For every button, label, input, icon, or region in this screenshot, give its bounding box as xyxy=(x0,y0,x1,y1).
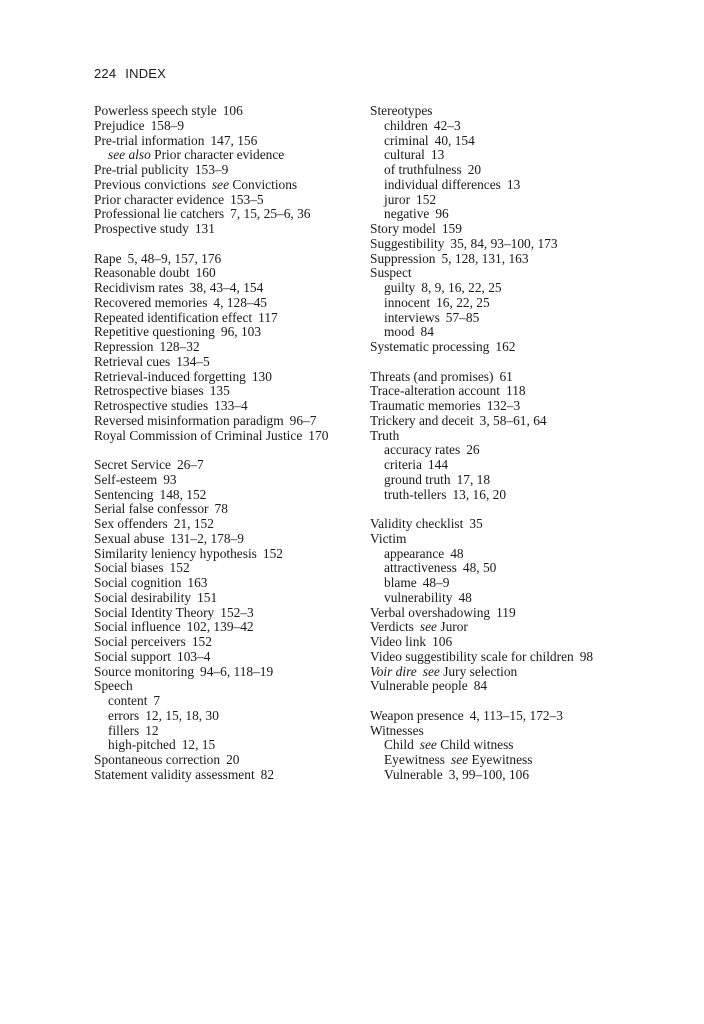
entry-term: Repetitive questioning xyxy=(94,324,215,340)
entry-term: Prior character evidence xyxy=(154,147,285,163)
entry-term: ground truth xyxy=(384,471,451,487)
entry-term: mood xyxy=(384,324,415,340)
entry-term: Retrieval-induced forgetting xyxy=(94,368,246,384)
index-entry xyxy=(94,119,366,134)
entry-term: Suggestibility xyxy=(370,235,445,251)
entry-pages: 98 xyxy=(579,648,594,664)
entry-term: Similarity leniency hypothesis xyxy=(94,545,257,561)
entry-term: Suspect xyxy=(370,265,412,281)
entry-term: negative xyxy=(384,206,430,222)
entry-pages: 3, 58–61, 64 xyxy=(479,412,547,428)
index-entry xyxy=(94,650,366,665)
index-entry xyxy=(370,606,690,621)
entry-term: Verbal overshadowing xyxy=(370,604,491,620)
entry-term: Previous convictions xyxy=(94,176,206,192)
entry-term: Vulnerable people xyxy=(370,678,468,694)
entry-pages: 148, 152 xyxy=(159,486,207,502)
entry-pages: 42–3 xyxy=(433,117,461,133)
entry-pages: 131–2, 178–9 xyxy=(170,530,244,546)
entry-pages: 26 xyxy=(466,442,480,458)
index-subentry xyxy=(94,738,366,753)
index-entry xyxy=(370,517,690,532)
entry-pages: 135 xyxy=(209,383,230,399)
cross-reference-label: see xyxy=(419,737,437,753)
index-entry xyxy=(94,679,366,694)
entry-term: Social Identity Theory xyxy=(94,604,215,620)
entry-pages: 132–3 xyxy=(486,398,521,413)
index-entry xyxy=(94,266,366,281)
entry-pages: 152–3 xyxy=(220,604,254,620)
entry-term: Weapon presence xyxy=(370,707,464,723)
index-entry xyxy=(94,532,366,547)
entry-term: Statement validity assessment xyxy=(94,766,255,782)
entry-pages: 8, 9, 16, 22, 25 xyxy=(421,280,502,295)
entry-pages: 151 xyxy=(197,589,218,605)
entry-term: Social desirability xyxy=(94,589,192,605)
index-entry xyxy=(370,104,690,119)
entry-term: vulnerability xyxy=(384,589,453,605)
entry-term: individual differences xyxy=(384,176,501,192)
index-entry xyxy=(94,473,366,488)
cross-reference-label: see xyxy=(211,176,230,192)
entry-term: Pre-trial information xyxy=(94,132,205,148)
entry-pages: 84 xyxy=(420,324,434,340)
entry-pages: 128–32 xyxy=(159,339,200,354)
entry-pages: 170 xyxy=(308,427,329,443)
index-subentry xyxy=(370,576,690,591)
entry-pages: 158–9 xyxy=(150,117,185,133)
entry-pages: 119 xyxy=(496,604,516,620)
index-entry xyxy=(370,532,690,547)
cross-reference-target: Convictions xyxy=(232,176,298,192)
cross-reference-label: see xyxy=(419,619,437,635)
index-entry xyxy=(94,104,366,119)
index-entry xyxy=(94,414,366,429)
entry-term: errors xyxy=(108,707,140,723)
index-subentry xyxy=(370,738,690,753)
entry-term: Video suggestibility scale for children xyxy=(370,648,574,664)
index-subentry xyxy=(94,148,366,163)
entry-term: content xyxy=(108,693,148,708)
index-entry xyxy=(370,384,690,399)
entry-pages: 5, 128, 131, 163 xyxy=(441,250,529,266)
cross-reference-label: see xyxy=(451,752,469,767)
entry-term: Truth xyxy=(370,427,400,443)
index-entry xyxy=(370,370,690,385)
entry-pages: 134–5 xyxy=(176,353,210,369)
entry-term: guilty xyxy=(384,280,416,295)
index-entry xyxy=(94,429,366,444)
index-subentry xyxy=(370,473,690,488)
entry-term: Verdicts xyxy=(370,619,414,635)
index-entry xyxy=(94,399,366,414)
index-entry xyxy=(94,281,366,296)
entry-pages: 57–85 xyxy=(445,309,480,325)
entry-term: Retrieval cues xyxy=(94,353,171,369)
index-subentry xyxy=(370,163,690,178)
entry-term: Story model xyxy=(370,221,436,236)
entry-term: juror xyxy=(384,191,411,207)
entry-pages: 152 xyxy=(416,191,437,207)
entry-term: Video link xyxy=(370,634,427,649)
entry-pages: 147, 156 xyxy=(210,132,258,148)
cross-reference-target: Eyewitness xyxy=(471,752,533,767)
header-title: INDEX xyxy=(125,66,167,81)
page-number: 224 xyxy=(94,66,117,81)
entry-term: Pre-trial publicity xyxy=(94,162,189,177)
entry-pages: 131 xyxy=(194,221,215,236)
index-subentry xyxy=(370,207,690,222)
entry-pages: 133–4 xyxy=(214,398,248,413)
entry-term: Retrospective biases xyxy=(94,383,204,399)
entry-pages: 118 xyxy=(506,383,526,399)
index-subentry xyxy=(370,148,690,163)
entry-term: Social support xyxy=(94,648,171,664)
index-entry xyxy=(94,355,366,370)
entry-pages: 5, 48–9, 157, 176 xyxy=(127,250,222,266)
entry-term: Powerless speech style xyxy=(94,103,217,118)
entry-pages: 152 xyxy=(262,545,283,561)
index-entry xyxy=(370,429,690,444)
entry-term: Secret Service xyxy=(94,457,171,472)
entry-spacer xyxy=(370,694,690,709)
entry-term: fillers xyxy=(108,722,140,738)
index-subentry xyxy=(370,547,690,562)
entry-pages: 61 xyxy=(499,368,513,384)
cross-reference-label: see also xyxy=(108,147,151,163)
entry-term: Systematic processing xyxy=(370,339,490,354)
index-entry xyxy=(370,650,690,665)
index-subentry xyxy=(370,443,690,458)
entry-term: criteria xyxy=(384,457,422,472)
index-subentry xyxy=(370,134,690,149)
entry-term: cultural xyxy=(384,147,425,163)
index-subentry xyxy=(94,694,366,709)
index-entry xyxy=(94,635,366,650)
entry-term: Repression xyxy=(94,339,154,354)
entry-pages: 162 xyxy=(495,339,516,354)
index-entry xyxy=(370,222,690,237)
index-entry xyxy=(94,207,366,222)
index-entry xyxy=(94,340,366,355)
entry-pages: 35, 84, 93–100, 173 xyxy=(450,235,558,251)
entry-term: Traumatic memories xyxy=(370,398,481,413)
index-entry xyxy=(94,163,366,178)
entry-pages: 48 xyxy=(450,545,464,561)
entry-term: Recovered memories xyxy=(94,294,208,310)
entry-pages: 4, 113–15, 172–3 xyxy=(469,707,563,723)
index-entry xyxy=(94,134,366,149)
entry-pages: 17, 18 xyxy=(456,471,491,487)
index-subentry xyxy=(94,724,366,739)
entry-pages: 152 xyxy=(169,560,190,576)
entry-pages: 93 xyxy=(163,471,177,487)
index-subentry xyxy=(370,591,690,606)
index-subentry xyxy=(370,281,690,296)
index-entry xyxy=(370,237,690,252)
entry-term: Spontaneous correction xyxy=(94,752,221,767)
entry-pages: 82 xyxy=(260,766,275,782)
entry-pages: 13, 16, 20 xyxy=(452,486,507,502)
entry-term: Trace-alteration account xyxy=(370,383,501,399)
entry-pages: 103–4 xyxy=(177,648,211,664)
entry-term: Prejudice xyxy=(94,117,145,133)
index-entry xyxy=(94,768,366,783)
entry-pages: 3, 99–100, 106 xyxy=(448,766,530,782)
entry-term: criminal xyxy=(384,132,429,148)
entry-pages: 12 xyxy=(145,722,159,738)
entry-pages: 20 xyxy=(467,162,482,177)
entry-pages: 20 xyxy=(226,752,240,767)
index-entry xyxy=(94,325,366,340)
entry-pages: 48 xyxy=(458,589,472,605)
entry-term: Witnesses xyxy=(370,722,424,738)
entry-term: innocent xyxy=(384,294,431,310)
entry-pages: 48–9 xyxy=(422,575,450,590)
entry-pages: 48, 50 xyxy=(462,560,497,576)
entry-pages: 4, 128–45 xyxy=(213,294,267,310)
entry-term: Repeated identification effect xyxy=(94,309,253,325)
entry-term: Child xyxy=(384,737,414,753)
index-entry xyxy=(94,753,366,768)
entry-pages: 96–7 xyxy=(289,412,317,428)
index-entry xyxy=(94,296,366,311)
entry-term: appearance xyxy=(384,545,445,561)
index-entry xyxy=(94,502,366,517)
entry-spacer xyxy=(94,237,366,252)
index-entry xyxy=(370,679,690,694)
cross-reference-label: see xyxy=(422,663,440,679)
entry-term: Social cognition xyxy=(94,575,182,590)
entry-pages: 96, 103 xyxy=(220,324,262,340)
index-entry xyxy=(94,222,366,237)
index-entry xyxy=(94,252,366,267)
entry-pages: 16, 22, 25 xyxy=(436,294,490,310)
index-subentry xyxy=(370,193,690,208)
index-entry xyxy=(94,458,366,473)
index-entry xyxy=(370,266,690,281)
entry-pages: 106 xyxy=(432,634,453,649)
entry-pages: 12, 15, 18, 30 xyxy=(145,707,219,723)
entry-term: Self-esteem xyxy=(94,471,158,487)
entry-pages: 12, 15 xyxy=(181,737,216,753)
entry-pages: 78 xyxy=(214,501,228,517)
entry-pages: 152 xyxy=(191,634,212,649)
entry-term: children xyxy=(384,117,428,133)
entry-pages: 106 xyxy=(222,103,243,118)
entry-term: high-pitched xyxy=(108,737,176,753)
index-entry xyxy=(94,193,366,208)
entry-term: Retrospective studies xyxy=(94,398,209,413)
entry-spacer xyxy=(94,443,366,458)
entry-pages: 84 xyxy=(473,678,488,694)
entry-spacer xyxy=(370,355,690,370)
entry-pages: 21, 152 xyxy=(173,516,214,531)
entry-term: Recidivism rates xyxy=(94,280,184,295)
index-column-left xyxy=(94,104,366,783)
entry-term: blame xyxy=(384,575,417,590)
entry-pages: 38, 43–4, 154 xyxy=(189,280,264,295)
entry-term: Reversed misinformation paradigm xyxy=(94,412,284,428)
index-entry xyxy=(370,252,690,267)
index-entry xyxy=(94,591,366,606)
index-entry xyxy=(94,488,366,503)
entry-term: Eyewitness xyxy=(384,752,445,767)
entry-pages: 13 xyxy=(506,176,521,192)
entry-pages: 40, 154 xyxy=(434,132,475,148)
index-subentry xyxy=(370,119,690,134)
index-entry xyxy=(94,384,366,399)
index-entry xyxy=(94,606,366,621)
entry-pages: 130 xyxy=(251,368,272,384)
entry-pages: 159 xyxy=(441,221,462,236)
entry-term: Voir dire xyxy=(370,663,417,679)
entry-term: Serial false confessor xyxy=(94,501,209,517)
index-entry xyxy=(94,178,366,193)
index-entry xyxy=(94,576,366,591)
entry-term: Royal Commission of Criminal Justice xyxy=(94,427,303,443)
entry-term: Prior character evidence xyxy=(94,191,225,207)
index-entry xyxy=(370,724,690,739)
entry-pages: 163 xyxy=(187,575,208,590)
entry-term: Vulnerable xyxy=(384,766,443,782)
index-subentry xyxy=(370,753,690,768)
index-entry xyxy=(94,547,366,562)
index-entry xyxy=(94,370,366,385)
index-entry xyxy=(370,709,690,724)
entry-term: Suppression xyxy=(370,250,436,266)
entry-term: Validity checklist xyxy=(370,516,464,531)
entry-pages: 94–6, 118–19 xyxy=(200,663,274,679)
index-entry xyxy=(370,340,690,355)
entry-term: of truthfulness xyxy=(384,162,462,177)
entry-term: Trickery and deceit xyxy=(370,412,474,428)
index-subentry xyxy=(370,458,690,473)
entry-term: Professional lie catchers xyxy=(94,206,225,222)
entry-pages: 35 xyxy=(469,516,483,531)
entry-term: Stereotypes xyxy=(370,103,433,118)
entry-pages: 117 xyxy=(258,309,278,325)
index-entry xyxy=(94,665,366,680)
entry-pages: 102, 139–42 xyxy=(186,619,254,635)
entry-term: Social perceivers xyxy=(94,634,186,649)
entry-pages: 144 xyxy=(427,457,449,472)
index-entry xyxy=(94,517,366,532)
index-entry xyxy=(370,414,690,429)
index-entry xyxy=(370,635,690,650)
index-subentry xyxy=(370,178,690,193)
entry-term: Sex offenders xyxy=(94,516,168,531)
index-entry xyxy=(370,665,690,680)
entry-term: accuracy rates xyxy=(384,442,461,458)
entry-term: Sexual abuse xyxy=(94,530,165,546)
index-entry xyxy=(370,399,690,414)
index-subentry xyxy=(370,561,690,576)
index-subentry xyxy=(370,768,690,783)
entry-pages: 153–9 xyxy=(194,162,229,177)
entry-pages: 13 xyxy=(430,147,445,163)
cross-reference-target: Juror xyxy=(440,619,468,635)
entry-term: Rape xyxy=(94,250,122,266)
cross-reference-target: Jury selection xyxy=(443,663,518,679)
index-entry xyxy=(94,561,366,576)
entry-pages: 7, 15, 25–6, 36 xyxy=(230,206,311,222)
index-entry xyxy=(94,311,366,326)
index-subentry xyxy=(370,325,690,340)
entry-term: Speech xyxy=(94,678,133,694)
entry-term: Social biases xyxy=(94,560,164,576)
index-subentry xyxy=(94,709,366,724)
running-header xyxy=(94,66,166,81)
entry-pages: 7 xyxy=(153,693,161,708)
entry-term: interviews xyxy=(384,309,440,325)
entry-pages: 96 xyxy=(435,206,449,222)
entry-spacer xyxy=(370,502,690,517)
index-column-right xyxy=(370,104,690,783)
entry-term: Sentencing xyxy=(94,486,154,502)
index-subentry xyxy=(370,296,690,311)
index-subentry xyxy=(370,311,690,326)
entry-pages: 26–7 xyxy=(176,457,204,472)
index-entry xyxy=(94,620,366,635)
entry-term: Prospective study xyxy=(94,221,189,236)
cross-reference-target: Child witness xyxy=(440,737,514,753)
entry-term: Threats (and promises) xyxy=(370,368,494,384)
entry-term: Reasonable doubt xyxy=(94,265,190,281)
entry-term: truth-tellers xyxy=(384,486,447,502)
entry-pages: 160 xyxy=(195,265,216,281)
entry-term: Source monitoring xyxy=(94,663,195,679)
entry-pages: 153–5 xyxy=(230,191,264,207)
entry-term: attractiveness xyxy=(384,560,457,576)
index-entry xyxy=(370,620,690,635)
index-subentry xyxy=(370,488,690,503)
entry-term: Social influence xyxy=(94,619,181,635)
entry-term: Victim xyxy=(370,530,407,546)
